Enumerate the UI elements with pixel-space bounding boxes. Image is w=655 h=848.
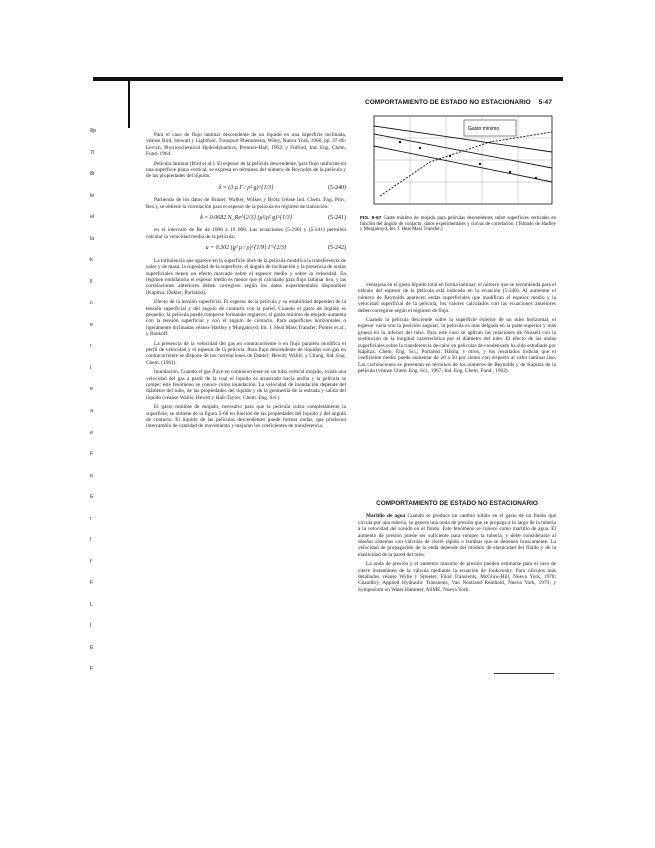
right-column-upper — [358, 282, 556, 494]
equation-number: (5-242) — [328, 245, 346, 252]
margin-mark: o — [90, 473, 94, 479]
margin-mark: e — [90, 386, 94, 392]
margin-mark: F — [90, 580, 94, 586]
paragraph: Para el caso de flujo laminar descendente de un líquido en una superficie inclinada, véanse Bird, Stewart y Lightfoot, Transport Phenomena, Wiley, Nueva York, 1960, pp. 37-40; Levich, Physicochemical Hydrodynamics, Prentice-Hall, 1962; y Fulford, Ind. Eng. Chem. Fund. 1964. — [146, 132, 346, 158]
paragraph: Cuando la película desciende sobre la superficie exterior de un tubo horizontal, el espesor varía con la posición angular; la película es más delgada en la parte superior y más gruesa en la inferior del tubo. Para este caso se aplican las relaciones de Nusselt con la sustitución de la longitud característica por el diámetro del tubo. El efecto de las ondas superficiales sobre la transferencia de calor en películas de condensado ha sido estudiado por Kapitza; Chem. Eng. Sci.; Portalski; Hikita; y otros, y los resultados indican que el coeficiente medio puede aumentar de 20 a 50 por ciento con respecto al valor laminar liso. Las correlaciones se presentan en términos de los números de Reynolds y de Kapitza de la película (véanse Chem. Eng. Sci., 1967; Ind. Eng. Chem. Fund., 1962). — [358, 317, 556, 375]
equation-number: (5-241) — [328, 215, 346, 222]
equation-text: δ = (3 μ Γ / ρ² g)^{1/3} — [218, 184, 274, 191]
margin-mark: E — [90, 645, 94, 651]
margin-mark: I — [90, 623, 92, 629]
paragraph: Película laminar (Bird et al.). El espesor de la película descendente, para flujo uniforme en una superficie plana vertical, se expresa en términos del número de Reynolds de la película y de las propiedades del líquido: — [146, 160, 346, 180]
paragraph: Inundación. Cuando el gas fluye en contracorriente en un tubo vertical mojado, existe una velocidad del gas a partir de la cual el líquido es arrastrado hacia arriba y la película se rompe; este fenómeno se conoce como inundación. La velocidad de inundación depende del diámetro del tubo, de las propiedades del líquido y de la geometría de la entrada y salida del líquido (véanse Wallis; Hewitt y Hall-Taylor; Chem. Eng. Sci.). — [146, 369, 346, 401]
margin-mark: 8p — [90, 128, 97, 134]
figure-caption-text: Gasto mínimo de mojado para películas descendentes sobre superficies verticales en función del ángulo de contacto; datos experimentales y curvas de correlación. (Tomado de Hartley y Murgatroyd, Int. J. Heat Mass Transfer.) — [360, 216, 556, 233]
paragraph: La turbulencia que aparece en la superficie libre de la película modifica la transferencia de calor y de masa; la rugosidad de la superficie, el ángulo de inclinación y la presencia de ondas superficiales tienen un efecto marcado sobre el espesor medio y sobre la velocidad. En régimen ondulatorio el espesor medio es menor que el calculado para flujo laminar liso, y las correlaciones anteriores deben corregirse según los datos experimentales disponibles (Kapitza; Dukler; Portalski). — [146, 257, 346, 296]
margin-mark: L — [90, 602, 94, 608]
running-head — [330, 99, 552, 106]
paragraph: El gasto mínimo de mojado, necesario para que la película cubra completamente la superficie, se obtiene de la figura 5-68 en función de las propiedades del líquido y del ángulo de contacto. El líquido de las películas descendentes puede formar ondas, que producen intercambio de cantidad de movimiento y mejoran los coeficientes de transferencia. — [146, 404, 346, 430]
legend-label: Gasto mínimo — [468, 126, 500, 132]
figure-chart — [360, 112, 556, 212]
margin-mark: E — [90, 494, 94, 500]
margin-mark: l — [90, 537, 92, 543]
header-rule — [93, 77, 563, 81]
margin-mark: 7l — [90, 150, 95, 156]
page-number: 5-47 — [538, 99, 552, 106]
equation — [146, 245, 346, 251]
margin-mark: 8r — [90, 171, 95, 177]
margin-mark: ll — [90, 279, 93, 285]
section-heading: COMPORTAMIENTO DE ESTADO NO ESTACIONARIO — [376, 500, 538, 507]
margin-mark: c — [90, 300, 93, 306]
right-column-lower — [358, 501, 556, 661]
paragraph-text: La onda de presión y el aumento máximo de presión pueden estimarse para el caso de cierre instantáneo de la válvula mediante la ecuación de Joukowsky. Para cálculos más detallados véanse Wylie y Streeter, Fluid Transients, McGraw-Hill, Nueva York, 1978; Chaudhry, Applied Hydraulic Transients, Van Nostrand Reinhold, Nueva York, 1979; y Symposium on Water Hammer, ASME, Nueva York. — [358, 561, 556, 593]
margin-mark: F — [90, 666, 94, 672]
footer-rule — [494, 673, 554, 674]
paragraph: Partiendo de los datos de Brauer, Walker, Wilkes y Brötz (véase Ind. Chem. Eng. Proc. Res.), se obtiene la correlación para el espesor de la película en régimen de transición: — [146, 197, 346, 210]
equation — [146, 215, 346, 221]
paragraph: La presencia de la velocidad del gas en contracorriente o en flujo paralelo modifica el perfil de velocidad y el espesor de la película. Para flujo descendente de líquidos con gas en contracorriente se dispone de las correlaciones de Dukler; Hewitt; Wallis; y Chung, Ind. Eng. Chem. (1961). — [146, 340, 346, 366]
margin-mark: l — [90, 365, 92, 371]
margin-mark: a — [90, 408, 94, 414]
margin-mark: f — [90, 559, 92, 565]
margin-mark: el — [90, 214, 95, 220]
figure-label: FIG. 5-67 — [360, 216, 382, 221]
left-column — [146, 132, 346, 692]
figure-plot — [360, 112, 556, 212]
margin-annotations — [90, 128, 104, 688]
paragraph — [358, 561, 556, 593]
equation-text: δ = 0.0682 N_Re^{2/3} (μ²/ρ² g)^{1/3} — [199, 215, 293, 222]
paragraph-text: Cuando se produce un cambio súbito en el gasto de un fluido que circula por una tubería, se genera una onda de presión que se propaga a lo largo de la tubería a la velocidad del sonido en el fluido. Este fenómeno se conoce como martillo de agua. El aumento de presión puede ser suficiente para romper la tubería, y debe considerarse al diseñar sistemas con válvulas de cierre rápido o bombas que se detienen bruscamente. La velocidad de propagación de la onda depende del módulo de elasticidad del fluido y de la elasticidad de la pared del tubo. — [358, 513, 556, 558]
margin-mark: r — [90, 343, 92, 349]
paragraph: Efecto de la tensión superficial. El espesor de la película y su estabilidad dependen de la tensión superficial y del ángulo de contacto con la pared. Cuando el gasto de líquido es pequeño, la película puede romperse formando regueros; el gasto mínimo de mojado aumenta con la tensión superficial y con el ángulo de contacto. Para superficies horizontales o ligeramente inclinadas véanse Hartley y Murgatroyd, Int. J. Heat Mass Transfer; Ponter et al.; y Bankoff. — [146, 299, 346, 338]
equation-text: u = 0.302 (g³ μ / ρ)^{1/9} Γ^{2/3} — [205, 245, 287, 252]
margin-mark: k — [90, 257, 93, 263]
margin-mark: le — [90, 193, 95, 199]
margin-mark: e — [90, 322, 94, 328]
margin-mark: la — [90, 236, 95, 242]
figure-caption — [360, 216, 556, 233]
paragraph: ventajosa en el gasto líquido total en forma laminar; el número que se recomienda para el cálculo del espesor de la película está indicado en la ecuación (5-240). Al aumentar el número de Reynolds aparecen ondas superficiales que modifican el espesor medio y la velocidad superficial de la película; los valores calculados con las ecuaciones anteriores deben corregirse según el régimen de flujo. — [358, 282, 556, 314]
paragraph — [358, 513, 556, 558]
margin-mark: e — [90, 430, 94, 436]
paragraph: en el intervalo de Re de 1000 a 10 000. Las ecuaciones (5-240) y (5-241) permiten calcular la velocidad media de la película: — [146, 227, 346, 240]
equation — [146, 185, 346, 191]
running-head-title: COMPORTAMIENTO DE ESTADO NO ESTACIONARIO — [365, 99, 531, 106]
equation-number: (5-240) — [328, 184, 346, 191]
margin-mark: F — [90, 451, 94, 457]
margin-mark: r — [90, 516, 92, 522]
binding-rule — [128, 80, 130, 128]
paragraph-lead: Martillo de agua — [366, 513, 406, 520]
